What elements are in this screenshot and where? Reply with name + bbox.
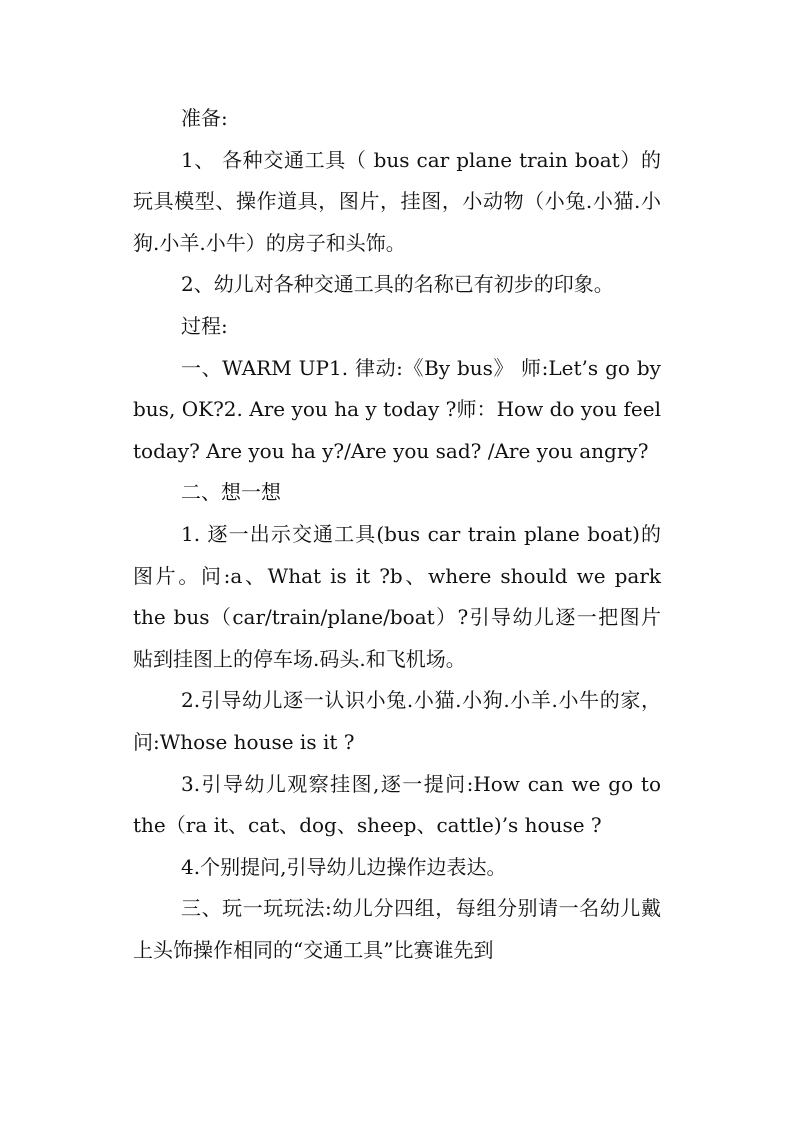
- process-step-2-item-4: 4.个别提问,引导幼儿边操作边表达。: [181, 854, 507, 879]
- process-step-1-warm-up: 一、WARM UP1. 律动:《By bus》 师:Let’s go by bus, OK?2. Are you ha y today ?师：How do you feel today? Are you ha y?/Are you sad? /Are you angry?: [133, 355, 661, 463]
- preparation-item-2: 2、幼儿对各种交通工具的名称已有初步的印象。: [181, 272, 614, 297]
- heading-preparation: 准备:: [181, 106, 228, 130]
- document-body: [133, 98, 661, 971]
- preparation-item-1: 1、 各种交通工具（ bus car plane train boat）的玩具模型、操作道具，图片，挂图，小动物（小兔.小猫.小狗.小羊.小牛）的房子和头饰。: [133, 147, 661, 255]
- process-step-2-item-3: 3.引导幼儿观察挂图,逐一提问:How can we go to the（ra it、cat、dog、sheep、cattle)’s house ?: [133, 771, 661, 838]
- process-step-2-item-2: 2.引导幼儿逐一认识小兔.小猫.小狗.小羊.小牛的家，问:Whose house is it ?: [133, 688, 661, 754]
- process-step-3-play: 三、玩一玩玩法:幼儿分四组，每组分别请一名幼儿戴上头饰操作相同的“交通工具”比赛谁先到: [133, 896, 661, 962]
- process-step-2-item-1: 1. 逐一出示交通工具(bus car train plane boat)的图片。问:a、What is it ?b、where should we park the bus（car/train/plane/boat）?引导幼儿逐一把图片贴到挂图上的停车场.码头.和飞机场。: [133, 521, 661, 671]
- heading-process: 过程:: [181, 313, 228, 338]
- process-step-2-heading: 二、想一想: [181, 480, 281, 505]
